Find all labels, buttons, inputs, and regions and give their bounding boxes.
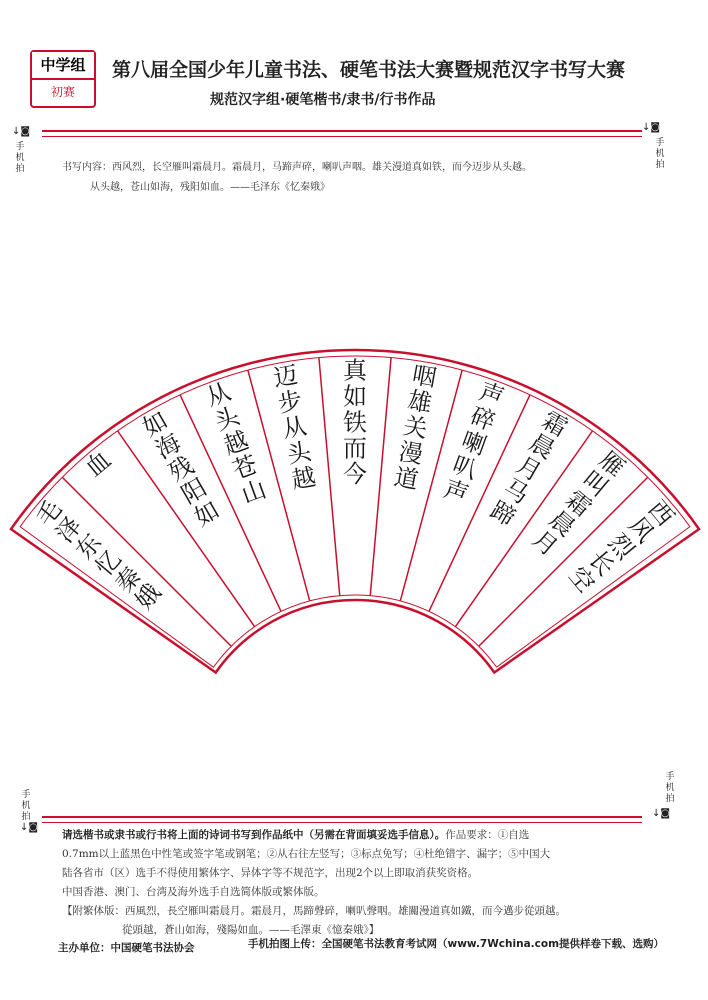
page-title: 第八届全国少年儿童书法、硬笔书法大赛暨规范汉字书写大赛 — [112, 59, 626, 81]
fan-character: 忆 — [90, 544, 127, 582]
fan-character: 海 — [150, 428, 186, 465]
camera-icon: ↓◙ — [20, 822, 39, 833]
group-label: 中学组 — [32, 52, 94, 80]
phone-label-left-bottom: 手机拍 — [21, 790, 31, 822]
fan-character: 空 — [563, 561, 601, 599]
req-line-1-rest: 作品要求：①自选 — [445, 829, 530, 841]
fan-character: 咽 — [410, 360, 439, 393]
fan-character: 西 — [642, 495, 680, 532]
group-badge — [30, 50, 96, 108]
fan-character: 铁 — [343, 408, 367, 437]
phone-label-right-top: 手机拍 — [655, 138, 665, 170]
req-line-4: 中国香港、澳门、台湾及海外选手自选简体版或繁体版。 — [62, 886, 325, 898]
fan-character: 晨 — [543, 505, 581, 542]
fan-character: 从 — [202, 377, 235, 412]
fan-character: 步 — [275, 386, 305, 418]
req-line-2: 0.7mm以上蓝黑色中性笔或签字笔或钢笔；②从右往左竖写；③标点免写；④杜绝错字、漏字；⑤中国大 — [62, 848, 551, 860]
req-line-5: 【附繁体版：西風烈，長空雁叫霜晨月。霜晨月，馬蹄聲碎，喇叭聲咽。雄關漫道真如鐵，而今邁步從頭越。 — [62, 905, 566, 917]
fan-character: 月 — [526, 524, 564, 562]
fan-character: 叭 — [448, 450, 482, 485]
fan-divider — [319, 358, 340, 596]
content-label: 书写内容： — [62, 162, 112, 173]
fan-character: 长 — [583, 544, 620, 582]
fan-svg — [30, 340, 680, 640]
req-line-6: 從頭越，蒼山如海，殘陽如血。——毛澤東《憶秦娥》】 — [122, 924, 380, 936]
fan-character: 烈 — [602, 528, 640, 565]
fan-character: 而 — [343, 434, 367, 463]
organizer: 主办单位：中国硬笔书法协会 — [58, 942, 195, 954]
req-line-3: 陆各省市（区）选手不得使用繁体字、异体字等不规范字，出现2个以上即取消获奖资格。 — [62, 867, 479, 879]
fan-character: 东 — [70, 528, 108, 565]
fan-character: 碎 — [466, 401, 499, 437]
fan-character: 山 — [237, 474, 270, 510]
fan-character: 声 — [440, 474, 473, 510]
requirements — [62, 826, 662, 940]
fan-character: 血 — [80, 445, 117, 483]
bottom-rule-thin — [42, 822, 642, 823]
fan-character: 如 — [343, 382, 367, 411]
fan-character: 头 — [211, 401, 244, 437]
fan-character: 风 — [622, 511, 660, 549]
fan-character: 晨 — [524, 428, 560, 465]
phone-label-left-top: 手机拍 — [15, 142, 25, 174]
fan-character: 头 — [284, 437, 314, 470]
fan-character: 迈 — [271, 360, 300, 393]
fan-character: 越 — [289, 462, 318, 495]
fan-character: 蹄 — [485, 495, 521, 532]
upload-info: 手机拍图上传：全国硬笔书法教育考试网（www.7Wchina.com提供样卷下载、选购） — [248, 938, 665, 950]
req-line-1-bold: 请选楷书或隶书或行书将上面的诗词书写到作品纸中（另需在背面填妥选手信息）。 — [62, 829, 446, 841]
fan-character: 雁 — [593, 445, 630, 483]
fan-character: 今 — [343, 460, 367, 489]
phone-label-right-bottom: 手机拍 — [665, 772, 675, 804]
fan-character: 声 — [475, 377, 508, 412]
fan-divider — [370, 358, 391, 596]
fan-character: 苍 — [228, 450, 262, 485]
fan-character: 霜 — [560, 485, 597, 523]
content-line-1: 西风烈，长空雁叫霜晨月。霜晨月，马蹄声碎，喇叭声咽。雄关漫道真如铁，而今迈步从头越。 — [112, 162, 532, 173]
fan-paper — [30, 340, 680, 640]
fan-character: 喇 — [457, 426, 490, 461]
top-rule-thin — [42, 136, 642, 137]
fan-character: 漫 — [396, 437, 426, 470]
fan-character: 从 — [280, 411, 309, 444]
top-rule-thick — [42, 130, 642, 132]
fan-character: 毛 — [30, 495, 68, 532]
fan-character: 月 — [511, 450, 547, 488]
camera-icon: ↓◙ — [642, 122, 661, 133]
fan-character: 马 — [498, 473, 534, 510]
fan-character: 如 — [189, 495, 225, 532]
camera-icon: ↓◙ — [652, 808, 671, 819]
fan-character: 越 — [220, 426, 253, 461]
camera-icon: ↓◙ — [12, 126, 31, 137]
fan-character: 残 — [163, 450, 199, 488]
fan-character: 泽 — [50, 511, 88, 549]
fan-character: 真 — [343, 356, 367, 385]
writing-content — [62, 158, 642, 198]
fan-character: 娥 — [129, 578, 167, 615]
content-line-2: 从头越，苍山如海，残阳如血。——毛泽东《忆秦娥》 — [90, 182, 330, 193]
fan-character: 如 — [137, 405, 173, 443]
page-subtitle: 规范汉字组·硬笔楷书/隶书/行书作品 — [210, 92, 436, 108]
fan-character: 叫 — [576, 465, 614, 503]
fan-character: 关 — [401, 411, 430, 444]
fan-character: 秦 — [109, 561, 147, 599]
bottom-rule-thick — [42, 816, 642, 818]
stage-label: 初赛 — [50, 85, 75, 99]
fan-character: 霜 — [537, 405, 573, 443]
fan-character: 雄 — [405, 386, 435, 418]
fan-character: 道 — [392, 462, 421, 495]
fan-character: 阳 — [176, 473, 212, 510]
